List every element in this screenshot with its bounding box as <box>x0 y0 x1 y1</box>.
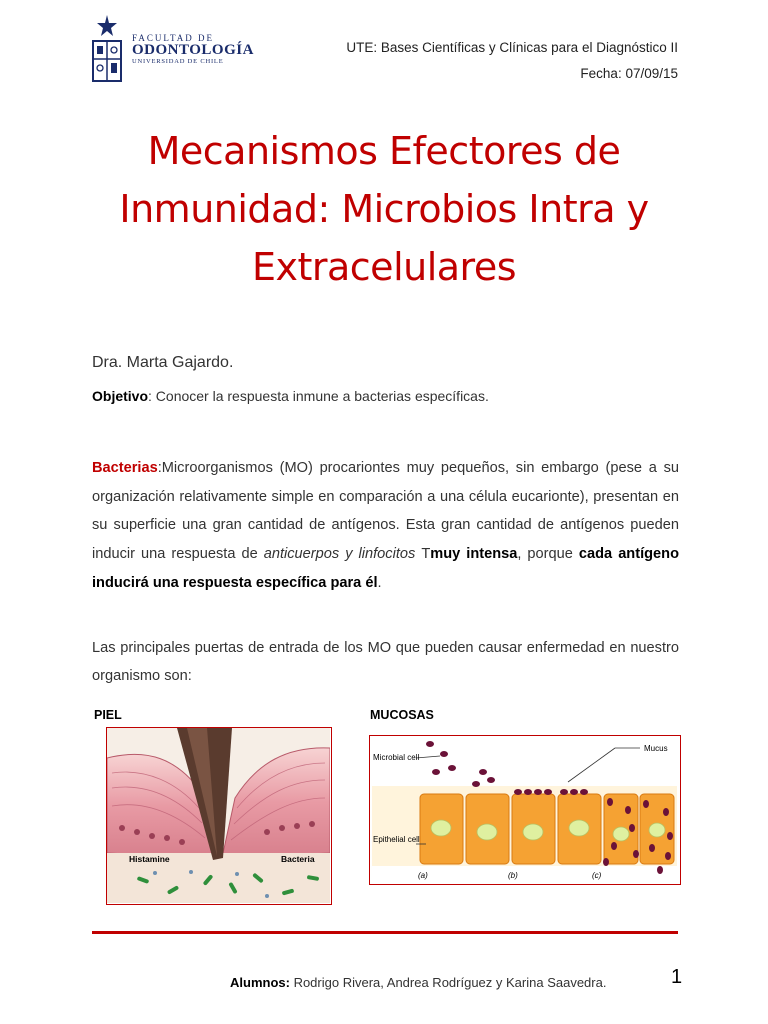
page-number: 1 <box>671 966 683 988</box>
logo-line-3: UNIVERSIDAD DE CHILE <box>132 58 224 66</box>
mucosa-illustration <box>369 735 681 885</box>
skin-illustration <box>106 727 332 905</box>
footer-divider <box>92 931 678 934</box>
university-crest-icon <box>88 13 126 87</box>
panel-c-tag: (c) <box>592 871 602 880</box>
epithelial-cell-tag: Epithelial cell <box>373 835 420 844</box>
bacteria-text-2: T <box>421 546 431 563</box>
bacteria-text-4: . <box>377 574 382 591</box>
footer-students <box>230 975 606 990</box>
course-name: UTE: Bases Científicas y Clínicas para el Diagnóstico II <box>346 40 678 55</box>
author: Dra. Marta Gajardo. <box>92 354 234 371</box>
page-title <box>40 122 728 296</box>
bacteria-term: Bacterias <box>92 460 158 476</box>
microbial-cell-tag: Microbial cell <box>373 753 420 762</box>
bacteria-bold-2: cada antígeno inducirá una respuesta específica para él <box>92 546 679 591</box>
entry-paragraph: Las principales puertas de entrada de los MO que pueden causar enfermedad en nuestro organismo son: <box>92 640 679 684</box>
bacteria-bold-1: muy intensa <box>430 546 518 563</box>
panel-b-tag: (b) <box>508 871 518 880</box>
footer-names: Rodrigo Rivera, Andrea Rodríguez y Karina Saavedra. <box>289 975 607 990</box>
title-line-3: Extracelulares <box>251 245 517 289</box>
panel-a-tag: (a) <box>418 871 428 880</box>
objective-text: : Conocer la respuesta inmune a bacterias específicas. <box>148 388 489 404</box>
bacteria-italic: anticuerpos y linfocitos <box>263 546 422 563</box>
logo-line-1: FACULTAD DE <box>132 33 215 43</box>
bacteria-paragraph <box>92 454 679 598</box>
histamine-tag: Histamine <box>129 854 170 864</box>
document-date: Fecha: 07/09/15 <box>580 66 678 81</box>
objective <box>92 388 489 404</box>
footer-label: Alumnos: <box>230 975 290 990</box>
mucosa-figure-label: MUCOSAS <box>370 708 434 722</box>
title-line-1: Mecanismos Efectores de <box>147 129 621 173</box>
bacteria-text-3: , porque <box>517 546 579 563</box>
faculty-logo <box>88 12 254 88</box>
skin-figure-label: PIEL <box>94 708 122 722</box>
objective-label: Objetivo <box>92 388 149 404</box>
bacteria-tag: Bacteria <box>281 854 315 864</box>
logo-line-2: ODONTOLOGÍA <box>132 42 254 59</box>
bacteria-text-1: :Microorganismos (MO) procariontes muy pequeños, sin embargo (pese a su organización relativamente simple en comparación a una célula eucarionte), presentan en su superficie una gran cantidad de antígenos. Esta gran cantidad de antígenos pueden inducir una respuesta de <box>92 460 679 563</box>
mucus-tag: Mucus <box>644 744 668 753</box>
title-line-2: Inmunidad: Microbios Intra y <box>119 187 649 231</box>
